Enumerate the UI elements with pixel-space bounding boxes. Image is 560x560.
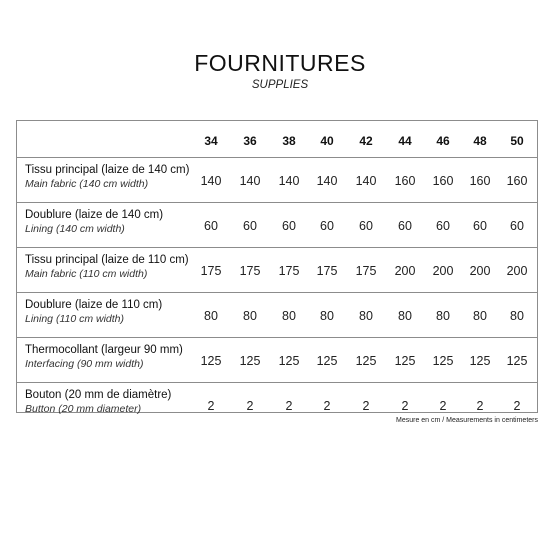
- measurement-footnote: Mesure en cm / Measurements in centimeters: [396, 417, 538, 424]
- size-header: 36: [243, 134, 257, 148]
- table-cell: 2: [323, 399, 331, 413]
- row-label-english: Button (20 mm diameter): [25, 403, 142, 415]
- table-row: [17, 202, 537, 247]
- table-cell: 80: [320, 309, 334, 323]
- table-cell: 125: [316, 354, 338, 368]
- table-row: [17, 247, 537, 292]
- table-cell: 200: [469, 264, 491, 278]
- table-cell: 125: [355, 354, 377, 368]
- table-cell: 125: [506, 354, 528, 368]
- table-cell: 140: [278, 174, 300, 188]
- table-cell: 2: [362, 399, 370, 413]
- table-cell: 60: [436, 219, 450, 233]
- table-cell: 60: [282, 219, 296, 233]
- table-cell: 2: [285, 399, 293, 413]
- table-cell: 175: [278, 264, 300, 278]
- table-cell: 125: [432, 354, 454, 368]
- table-cell: 60: [243, 219, 257, 233]
- table-cell: 160: [432, 174, 454, 188]
- size-header: 48: [473, 134, 487, 148]
- size-header: 34: [204, 134, 218, 148]
- table-cell: 80: [473, 309, 487, 323]
- row-label-english: Main fabric (110 cm width): [25, 268, 148, 280]
- size-header: 44: [398, 134, 412, 148]
- table-cell: 175: [355, 264, 377, 278]
- table-cell: 175: [239, 264, 261, 278]
- table-cell: 2: [401, 399, 409, 413]
- row-label-french: Bouton (20 mm de diamètre): [25, 389, 172, 401]
- table-row: [17, 292, 537, 337]
- row-label-french: Tissu principal (laize de 140 cm): [25, 164, 190, 176]
- row-label-english: Lining (110 cm width): [25, 313, 125, 325]
- table-cell: 2: [439, 399, 447, 413]
- table-cell: 140: [239, 174, 261, 188]
- table-row: [17, 157, 537, 202]
- table-cell: 140: [316, 174, 338, 188]
- table-cell: 200: [394, 264, 416, 278]
- size-header: 42: [359, 134, 373, 148]
- row-label-french: Doublure (laize de 110 cm): [25, 299, 163, 311]
- page-subtitle: SUPPLIES: [251, 79, 309, 91]
- table-cell: 160: [469, 174, 491, 188]
- table-cell: 80: [282, 309, 296, 323]
- table-cell: 140: [200, 174, 222, 188]
- table-cell: 60: [473, 219, 487, 233]
- table-cell: 125: [278, 354, 300, 368]
- size-header: 40: [320, 134, 334, 148]
- table-cell: 125: [469, 354, 491, 368]
- table-cell: 2: [513, 399, 521, 413]
- table-cell: 125: [200, 354, 222, 368]
- table-cell: 200: [432, 264, 454, 278]
- size-header: 38: [282, 134, 296, 148]
- table-cell: 125: [394, 354, 416, 368]
- row-label-english: Main fabric (140 cm width): [25, 178, 149, 190]
- table-cell: 80: [359, 309, 373, 323]
- page-title: FOURNITURES: [194, 50, 366, 76]
- table-cell: 60: [359, 219, 373, 233]
- table-cell: 175: [316, 264, 338, 278]
- table-cell: 60: [320, 219, 334, 233]
- table-cell: 2: [246, 399, 254, 413]
- table-cell: 200: [506, 264, 528, 278]
- size-header: 50: [510, 134, 524, 148]
- table-cell: 60: [204, 219, 218, 233]
- table-cell: 175: [200, 264, 222, 278]
- row-label-english: Interfacing (90 mm width): [25, 358, 144, 370]
- row-label-french: Thermocollant (largeur 90 mm): [25, 344, 183, 356]
- table-cell: 80: [243, 309, 257, 323]
- row-label-english: Lining (140 cm width): [25, 223, 125, 235]
- table-cell: 80: [510, 309, 524, 323]
- table-cell: 2: [476, 399, 484, 413]
- table-cell: 2: [207, 399, 215, 413]
- table-row: [17, 337, 537, 382]
- table-cell: 80: [398, 309, 412, 323]
- table-cell: 60: [398, 219, 412, 233]
- table-cell: 60: [510, 219, 524, 233]
- row-label-french: Tissu principal (laize de 110 cm): [25, 254, 189, 266]
- table-cell: 160: [506, 174, 528, 188]
- table-cell: 160: [394, 174, 416, 188]
- row-label-french: Doublure (laize de 140 cm): [25, 209, 164, 221]
- size-header: 46: [436, 134, 450, 148]
- table-cell: 125: [239, 354, 261, 368]
- supplies-table: [16, 120, 538, 413]
- table-cell: 140: [355, 174, 377, 188]
- size-header-row: [17, 121, 537, 157]
- table-cell: 80: [436, 309, 450, 323]
- table-cell: 80: [204, 309, 218, 323]
